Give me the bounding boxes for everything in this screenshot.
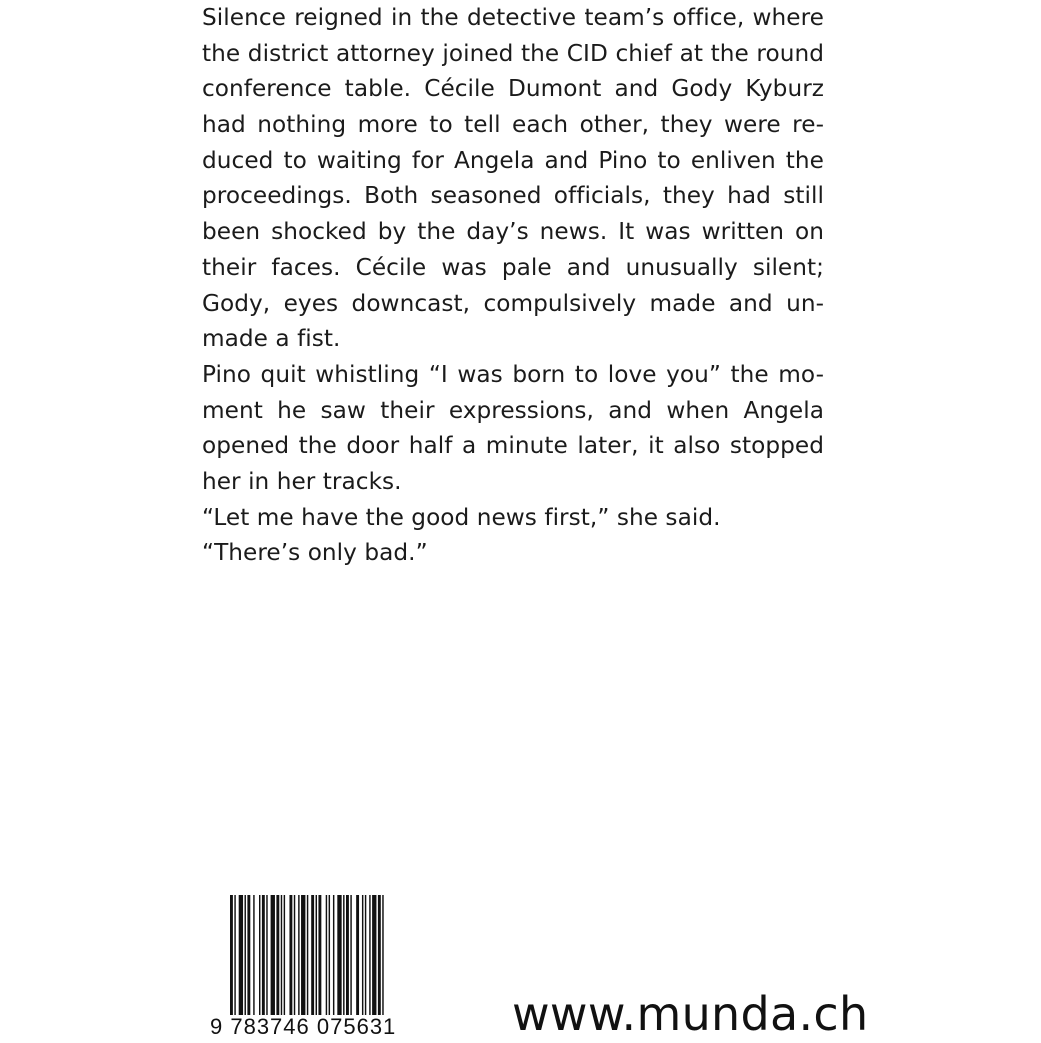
barcode-bar (318, 895, 321, 1021)
barcode-bar (289, 895, 292, 1021)
blurb-line: conference table. Cécile Dumont and Gody Kyburz (202, 75, 824, 103)
barcode-bar (356, 895, 359, 1021)
blurb-line: her in her tracks. (202, 467, 402, 495)
blurb-line: Gody, eyes downcast, compulsively made and un- (202, 289, 824, 317)
blurb-line: “Let me have the good news first,” she said. (202, 503, 721, 531)
barcode-bar (247, 895, 250, 1021)
blurb-line: had nothing more to tell each other, they were re- (202, 111, 824, 139)
barcode-bar (266, 895, 267, 1021)
barcode-bar (365, 895, 366, 1021)
blurb-line: proceedings. Both seasoned officials, they had still (202, 182, 824, 210)
barcode-bar (259, 895, 260, 1021)
isbn-number: 9 783746 075631 (210, 1014, 397, 1039)
barcode-bar (284, 895, 285, 1021)
barcode-bar (378, 895, 381, 1021)
barcode-bar (362, 895, 363, 1021)
blurb-line: their faces. Cécile was pale and unusually silent; (202, 253, 824, 281)
barcode-bar (298, 895, 299, 1021)
barcode-bar (333, 895, 334, 1021)
blurb-line: Pino quit whistling “I was born to love you” the mo- (202, 360, 824, 388)
barcode-bar (301, 895, 305, 1021)
publisher-website[interactable]: www.munda.ch (512, 987, 869, 1041)
blurb-line: opened the door half a minute later, it also stopped (202, 432, 824, 460)
barcode-bar (372, 895, 376, 1021)
barcode-bar (276, 895, 279, 1021)
barcode-bar (239, 895, 243, 1021)
blurb-line: duced to waiting for Angela and Pino to enliven the (202, 146, 824, 174)
isbn-barcode (210, 893, 410, 1043)
barcode-bar (311, 895, 314, 1021)
barcode-bar (281, 895, 282, 1021)
barcode-bar (294, 895, 295, 1021)
barcode-bar (271, 895, 275, 1021)
blurb-line: Silence reigned in the detective team’s office, where (202, 4, 824, 31)
barcode-bar (245, 895, 246, 1021)
blurb-line: made a fist. (202, 325, 341, 353)
barcode-bar (369, 895, 370, 1021)
blurb-line: the district attorney joined the CID chief at the round (202, 39, 824, 67)
blurb-line: been shocked by the day’s news. It was written on (202, 218, 824, 246)
barcode-bar (343, 895, 344, 1021)
barcode-bar (316, 895, 317, 1021)
barcode-bar (346, 895, 349, 1021)
blurb-line: ment he saw their expressions, and when Angela (202, 396, 824, 424)
blurb-text (202, 0, 824, 571)
barcode-bar (350, 895, 351, 1021)
barcode-bar (326, 895, 327, 1021)
blurb-line: “There’s only bad.” (202, 539, 428, 567)
barcode-bar (262, 895, 265, 1021)
barcode-bar (253, 895, 254, 1021)
barcode-bar (337, 895, 341, 1021)
barcode-bar (329, 895, 330, 1021)
